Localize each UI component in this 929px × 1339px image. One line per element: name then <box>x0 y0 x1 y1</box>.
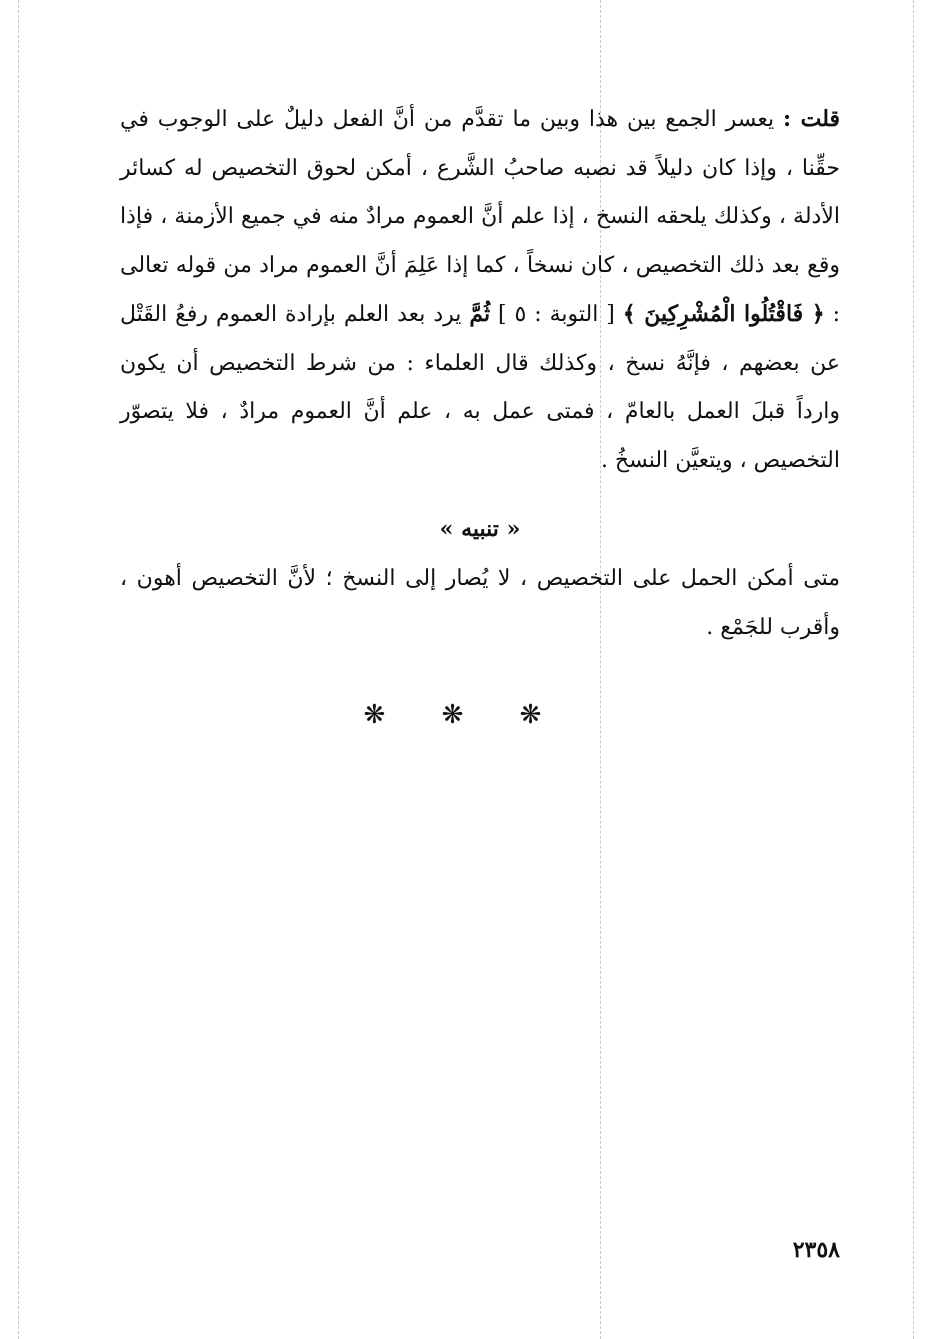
paragraph-note: متى أمكن الحمل على التخصيص ، لا يُصار إلى النسخ ؛ لأنَّ التخصيص أهون ، وأقرب للجَمْع . <box>120 566 840 640</box>
scan-edge-line <box>18 0 19 1339</box>
quran-quote: ﴿ فَاقْتُلُوا الْمُشْرِكِينَ ﴾ <box>622 301 825 327</box>
page-number: ٢٣٥٨ <box>792 1237 840 1263</box>
emphasis-word: ثُمَّ <box>469 301 491 327</box>
citation-text: [ التوبة : ٥ ] <box>490 302 623 327</box>
paragraph-text: يرد بعد العلم بإرادة العموم رفعُ القَتْل عن بعضهم ، فإنَّهُ نسخ ، وكذلك قال العلماء : من شرط التخصيص أن يكون وارداً قبلَ العمل بالعامّ ، فمتى عمل به ، علم أنَّ العموم مرادٌ ، فلا يتصوّر التخصيص ، ويتعيَّن النسخُ . <box>120 302 840 473</box>
page-body <box>120 95 840 652</box>
paragraph-lead: قلت : <box>782 106 841 132</box>
section-heading: « تنبيه » <box>439 516 521 542</box>
paragraph-text: يعسر الجمع بين هذا وبين ما تقدَّم من أنَّ الفعل دليلٌ على الوجوب في حقِّنا ، وإذا كان دليلاً قد نصبه صاحبُ الشَّرع ، أمكن لحوق التخصيص له كسائر الأدلة ، وكذلك يلحقه النسخ ، إذا علم أنَّ العموم مرادٌ منه في جميع الأزمنة ، فإذا وقع بعد ذلك التخصيص ، كان نسخاً ، كما إذا عَلِمَ أنَّ العموم مراد من قوله تعالى : <box>120 107 840 327</box>
section-separator: ❋ ❋ ❋ <box>363 700 566 730</box>
scan-edge-line <box>913 0 914 1339</box>
paragraph-main <box>120 95 840 485</box>
